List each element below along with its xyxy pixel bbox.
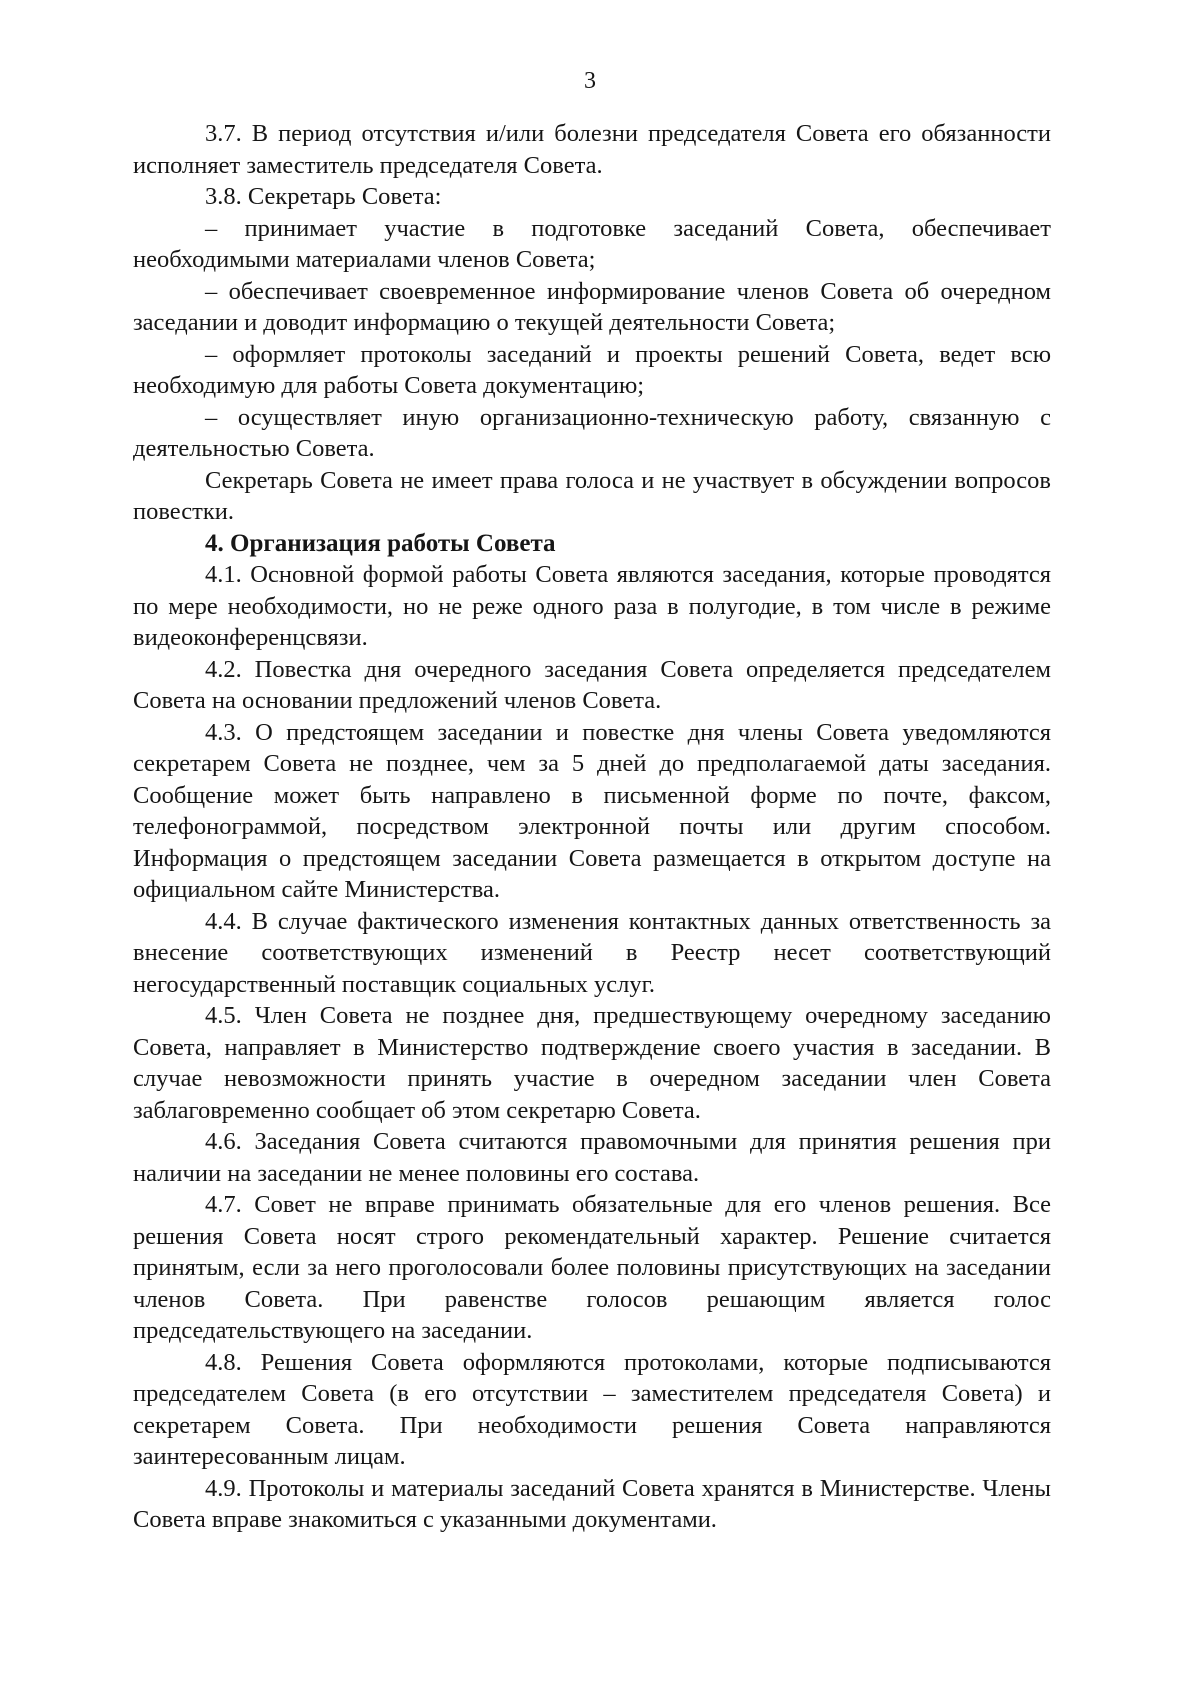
paragraph-4-5: 4.5. Член Совета не позднее дня, предшествующему очередному заседанию Совета, направляет в Министерство подтверждение своего участия в заседании. В случае невозможности принять участие в очередном заседании член Совета заблаговременно сообщает об этом секретарю Совета. <box>133 1002 1051 1124</box>
secretary-duty-2: – обеспечивает своевременное информирование членов Совета об очередном заседании и доводит информацию о текущей деятельности Совета; <box>133 277 1051 336</box>
secretary-duty-1: – принимает участие в подготовке заседаний Совета, обеспечивает необходимыми материалами членов Совета; <box>133 214 1051 273</box>
paragraph-3-7: 3.7. В период отсутствия и/или болезни председателя Совета его обязанности исполняет заместитель председателя Совета. <box>133 120 1051 179</box>
paragraph-3-8: 3.8. Секретарь Совета: <box>205 183 442 210</box>
paragraph-4-1: 4.1. Основной формой работы Совета являются заседания, которые проводятся по мере необходимости, но не реже одного раза в полугодие, в том числе в режиме видеоконференцсвязи. <box>133 561 1051 651</box>
document-body <box>133 118 1051 1536</box>
paragraph-4-6: 4.6. Заседания Совета считаются правомочными для принятия решения при наличии на заседании не менее половины его состава. <box>133 1128 1051 1187</box>
paragraph-4-4: 4.4. В случае фактического изменения контактных данных ответственность за внесение соответствующих изменений в Реестр несет соответствующий негосударственный поставщик социальных услуг. <box>133 907 1051 998</box>
paragraph-4-7: 4.7. Совет не вправе принимать обязательные для его членов решения. Все решения Совета носят строго рекомендательный характер. Решение считается принятым, если за него проголосовали более половины присутствующих на заседании членов Совета. При равенстве голосов решающим является голос председательствующего на заседании. <box>133 1191 1051 1344</box>
paragraph-4-3: 4.3. О предстоящем заседании и повестке дня члены Совета уведомляются секретарем Совета не позднее, чем за 5 дней до предполагаемой даты заседания. Сообщение может быть направлено в письменной форме по почте, факсом, телефонограммой, посредством электронной почты или другим способом. Информация о предстоящем заседании Совета размещается в открытом доступе на официальном сайте Министерства. <box>133 718 1051 903</box>
section-heading: 4. Организация работы Совета <box>205 529 556 557</box>
paragraph-4-2: 4.2. Повестка дня очередного заседания Совета определяется председателем Совета на основании предложений членов Совета. <box>133 655 1051 714</box>
secretary-duty-4: – осуществляет иную организационно-техническую работу, связанную с деятельностью Совета. <box>133 403 1051 462</box>
paragraph-4-9: 4.9. Протоколы и материалы заседаний Совета хранятся в Министерстве. Члены Совета вправе знакомиться с указанными документами. <box>133 1474 1051 1533</box>
page-number: 3 <box>584 68 596 94</box>
secretary-no-vote-paragraph: Секретарь Совета не имеет права голоса и не участвует в обсуждении вопросов повестки. <box>133 466 1051 525</box>
secretary-duty-3: – оформляет протоколы заседаний и проекты решений Совета, ведет всю необходимую для работы Совета документацию; <box>133 340 1051 399</box>
paragraph-4-8: 4.8. Решения Совета оформляются протоколами, которые подписываются председателем Совета (в его отсутствии – заместителем председателя Совета) и секретарем Совета. При необходимости решения Совета направляются заинтересованным лицам. <box>133 1348 1051 1470</box>
